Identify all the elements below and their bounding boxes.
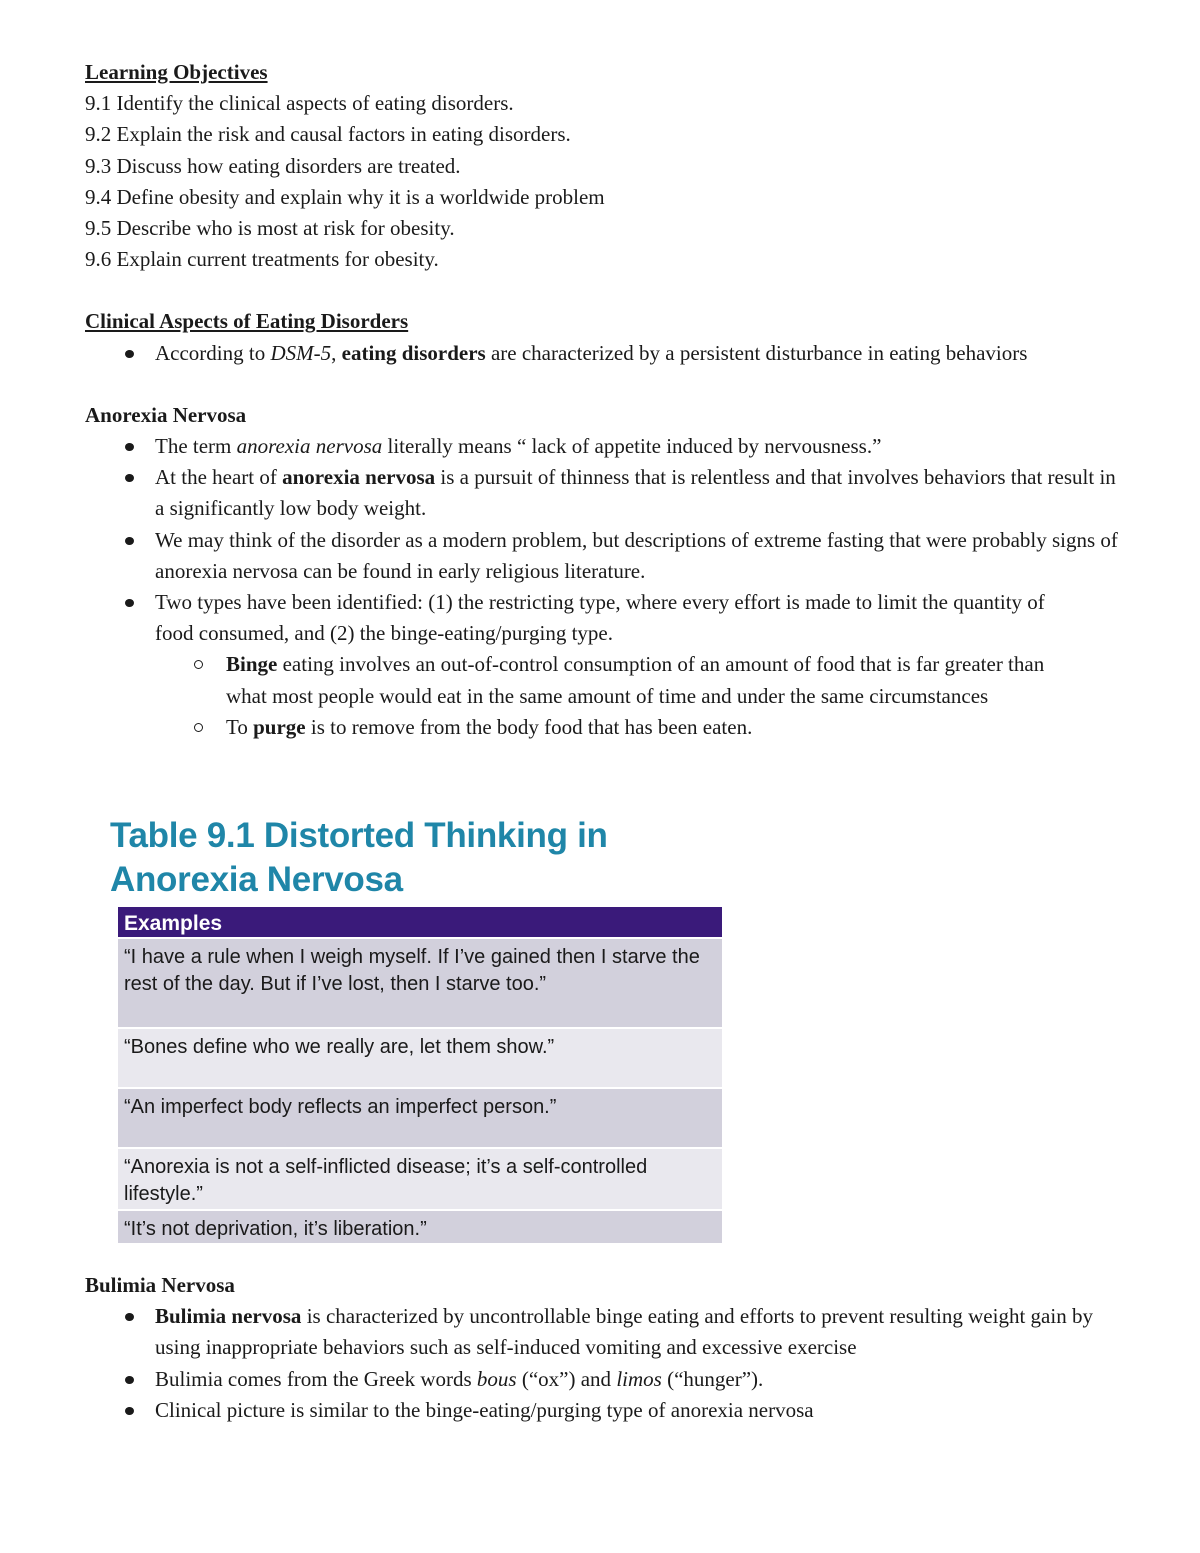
anorexia-sublist (155, 649, 1085, 743)
sublist-item: To purge is to remove from the body food that has been eaten. (85, 712, 1085, 743)
table-row: “Bones define who we really are, let them show.” (118, 1027, 722, 1087)
list-item: We may think of the disorder as a modern problem, but descriptions of extreme fasting that were probably signs of anorexia nervosa can be found in early religious literature. (85, 525, 1125, 587)
objective-item: 9.1 Identify the clinical aspects of eating disorders. (85, 91, 514, 116)
table-row: “I have a rule when I weigh myself. If I’ve gained then I starve the rest of the day. But if I’ve lost, then I starve too.” (118, 937, 722, 1027)
list-item: The term anorexia nervosa literally means “ lack of appetite induced by nervousness.” (85, 431, 1125, 462)
objective-item: 9.4 Define obesity and explain why it is a worldwide problem (85, 184, 605, 209)
distorted-thinking-table (118, 907, 722, 1243)
table-row: “It’s not deprivation, it’s liberation.” (118, 1209, 722, 1243)
list-item: According to DSM-5, eating disorders are characterized by a persistent disturbance in eating behaviors (85, 338, 1125, 369)
bulimia-list (85, 1301, 1125, 1426)
bulimia-section (85, 1270, 1125, 1426)
objective-item: 9.3 Discuss how eating disorders are treated. (85, 153, 461, 178)
objective-item: 9.5 Describe who is most at risk for obesity. (85, 216, 455, 241)
table-row: “An imperfect body reflects an imperfect person.” (118, 1087, 722, 1147)
learning-objectives-heading: Learning Objectives (85, 60, 268, 84)
list-item: Clinical picture is similar to the binge-eating/purging type of anorexia nervosa (85, 1395, 1125, 1426)
table-title: Table 9.1 Distorted Thinking in Anorexia Nervosa (110, 816, 608, 899)
table-header: Examples (118, 907, 722, 937)
bulimia-heading: Bulimia Nervosa (85, 1273, 235, 1297)
list-item: Bulimia comes from the Greek words bous (“ox”) and limos (“hunger”). (85, 1364, 1125, 1395)
anorexia-heading: Anorexia Nervosa (85, 402, 247, 427)
sublist-item: Binge eating involves an out-of-control consumption of an amount of food that is far greater than what most people would eat in the same amount of time and under the same circumstances (85, 649, 1085, 711)
objective-item: 9.6 Explain current treatments for obesity. (85, 247, 439, 272)
list-item: Two types have been identified: (1) the restricting type, where every effort is made to limit the quantity of food consumed, and (2) the binge-eating/purging type. Binge eating involves an out-of-control consumption of an amount of food that is far greater than what most people would eat in the same amount of time and under the same circumstances To purge is to remove from the body food that has been eaten. (85, 587, 1125, 743)
clinical-aspects-list (85, 338, 1125, 369)
anorexia-list (85, 431, 1125, 743)
clinical-aspects-heading: Clinical Aspects of Eating Disorders (85, 309, 409, 334)
document-body (85, 57, 1125, 743)
list-item: Bulimia nervosa is characterized by uncontrollable binge eating and efforts to prevent resulting weight gain by using inappropriate behaviors such as self-induced vomiting and excessive exercise (85, 1301, 1125, 1363)
table-row: “Anorexia is not a self-inflicted disease; it’s a self-controlled lifestyle.” (118, 1147, 722, 1209)
objective-item: 9.2 Explain the risk and causal factors in eating disorders. (85, 122, 571, 147)
list-item: At the heart of anorexia nervosa is a pursuit of thinness that is relentless and that involves behaviors that result in a significantly low body weight. (85, 462, 1125, 524)
